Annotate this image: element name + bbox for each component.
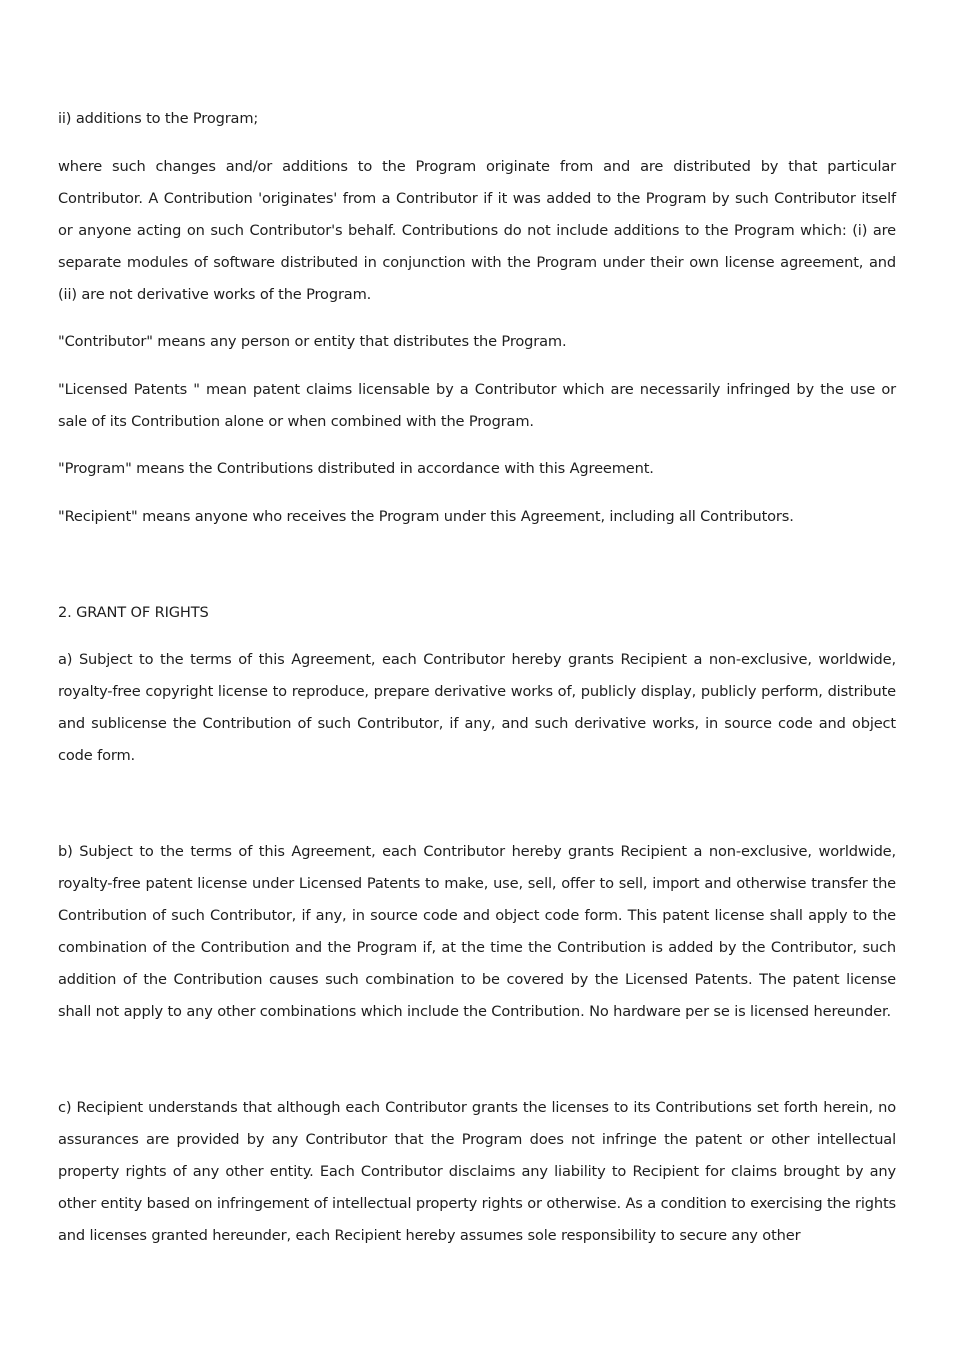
definition-contributor: "Contributor" means any person or entity that distributes the Program. bbox=[58, 333, 567, 350]
section-heading-grant-of-rights: 2. GRANT OF RIGHTS bbox=[58, 603, 209, 621]
paragraph-additions: ii) additions to the Program; bbox=[58, 110, 259, 127]
paragraph-grant-a: a) Subject to the terms of this Agreement, each Contributor hereby grants Recipient a non-exclusive, worldwide, royalty-free copyright license to reproduce, prepare derivative works of, publicly display, publicly perform, distribute and sublicense the Contribution of such Contributor, if any, and such derivative works, in source code and object code form. bbox=[58, 651, 896, 764]
definition-program: "Program" means the Contributions distributed in accordance with this Agreement. bbox=[58, 460, 654, 477]
paragraph-grant-b: b) Subject to the terms of this Agreement, each Contributor hereby grants Recipient a non-exclusive, worldwide, royalty-free patent license under Licensed Patents to make, use, sell, offer to sell, import and otherwise transfer the Contribution of such Contributor, if any, in source code and object code form. This patent license shall apply to the combination of the Contribution and the Program if, at the time the Contribution is added by the Contributor, such addition of the Contribution causes such combination to be covered by the Licensed Patents. The patent license shall not apply to any other combinations which include the Contribution. No hardware per se is licensed hereunder. bbox=[58, 843, 896, 1020]
definition-recipient: "Recipient" means anyone who receives the Program under this Agreement, including all Contributors. bbox=[58, 507, 794, 525]
paragraph-contribution-origin: where such changes and/or additions to the Program originate from and are distributed by that particular Contributor. A Contribution 'originates' from a Contributor if it was added to the Program by such Contributor itself or anyone acting on such Contributor's behalf. Contributions do not include additions to the Program which: (i) are separate modules of software distributed in conjunction with the Program under their own license agreement, and (ii) are not derivative works of the Program. bbox=[58, 157, 896, 303]
document-page bbox=[58, 103, 896, 1268]
paragraph-grant-c: c) Recipient understands that although each Contributor grants the licenses to its Contributions set forth herein, no assurances are provided by any Contributor that the Program does not infringe the patent or other intellectual property rights of any other entity. Each Contributor disclaims any liability to Recipient for claims brought by any other entity based on infringement of intellectual property rights or otherwise. As a condition to exercising the rights and licenses granted hereunder, each Recipient hereby assumes sole responsibility to secure any other bbox=[58, 1099, 896, 1244]
definition-licensed-patents: "Licensed Patents " mean patent claims licensable by a Contributor which are necessarily infringed by the use or sale of its Contribution alone or when combined with the Program. bbox=[58, 380, 896, 430]
